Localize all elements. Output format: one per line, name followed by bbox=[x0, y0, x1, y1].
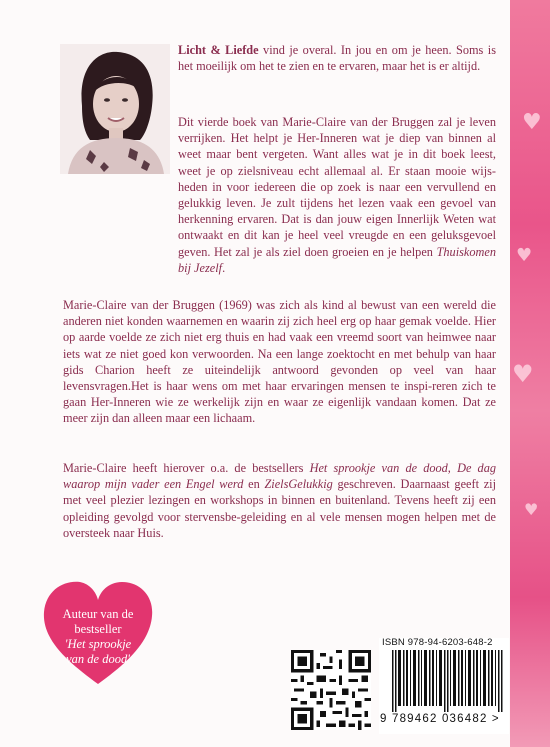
heart-icon: ♥ bbox=[522, 110, 542, 135]
intro-bold-phrase: Licht & Liefde bbox=[178, 43, 259, 57]
intro-paragraph bbox=[178, 42, 496, 74]
para1-text: Dit vierde boek van Marie-Claire van der Bruggen zal je leven verrijken. Het helpt je Her-Inneren wat je diep van binnen al weet maar bent vergeten. Want alles wat je in dit boek leest, weet je op zielsniveau echt allemaal al. Er staan mooie wijs-heden in voor iedereen die op zoek is naar een vervullend en gelukkig leven. Je zult tijdens het lezen vaak een gevoel van herkenning ervaren. Dat is dan jouw eigen Innerlijk Weten wat ontwaakt en dit kan je heel veel vreugde en een geluksgevoel geven. Het zal je als ziel doen groeien en je helpen bbox=[178, 115, 496, 259]
heart-icon: ♥ bbox=[516, 245, 533, 266]
heart-icon: ♥ bbox=[524, 500, 539, 519]
para3-mid: en bbox=[243, 477, 265, 492]
paragraph-other-books bbox=[63, 460, 496, 541]
heart-badge-text bbox=[38, 607, 158, 667]
badge-line-4: van de dood' bbox=[66, 652, 130, 666]
qr-code bbox=[291, 650, 371, 730]
heart-icon: ♥ bbox=[512, 360, 534, 388]
paragraph-author-bio bbox=[63, 297, 496, 427]
para3-start: Marie-Claire heeft hierover o.a. de bestsellers bbox=[63, 461, 310, 475]
intro-text: vind je overal. In jou en om je heen. Soms is het moeilijk om het te zien en te ervaren, maar het is er altijd. bbox=[178, 43, 496, 74]
book-title-3: ZielsGelukkig bbox=[264, 477, 333, 492]
pink-side-strip bbox=[510, 0, 550, 747]
paragraph-book-description bbox=[63, 114, 496, 276]
para1-italic-phrase: Thuiskomen bij Jezelf bbox=[178, 244, 496, 275]
book-title-1: Het sprookje van de dood, bbox=[309, 461, 451, 475]
barcode bbox=[392, 650, 506, 712]
badge-line-1: Auteur van de bbox=[62, 607, 134, 621]
para1-end: . bbox=[222, 260, 226, 275]
badge-line-2: bestseller bbox=[74, 622, 122, 636]
para2-text: Marie-Claire van der Bruggen (1969) was zich als kind al bewust van een wereld die anderen niet konden waarnemen en waarin zij zich heel erg op haar gemak voelde. Hier op aarde voelde ze zich niet erg thuis en had vaak een vreemd soort van heimwee naar iets wat ze niet goed kon verwoorden. Na een lange zoektocht en met behulp van haar gids Charion heeft ze uiteindelijk antwoord gevonden op veel van haar levensvragen.Het is haar wens om met haar ervaringen mensen te inspi-reren zich te gaan Her-Inneren wie ze werkelijk zijn en waar ze eigenlijk vandaan komen. Dat ze meer zijn dan alleen maar een lichaam. bbox=[63, 298, 496, 426]
para3-end: geschreven. Daarnaast geeft zij met veel plezier lezingen en workshops in binnen en buitenland. Tevens heeft zij een opleiding gevolgd voor stervensbe-geleiding en al vele mensen mogen helpen met de oversteek naar Huis. bbox=[63, 477, 497, 540]
badge-line-3: 'Het sprookje bbox=[64, 637, 132, 651]
isbn-label: ISBN 978-94-6203-648-2 bbox=[382, 637, 493, 648]
isbn-digits: 9 789462 036482 > bbox=[380, 713, 500, 725]
book-title-2: De dag waarop mijn vader een Engel werd bbox=[63, 461, 497, 492]
